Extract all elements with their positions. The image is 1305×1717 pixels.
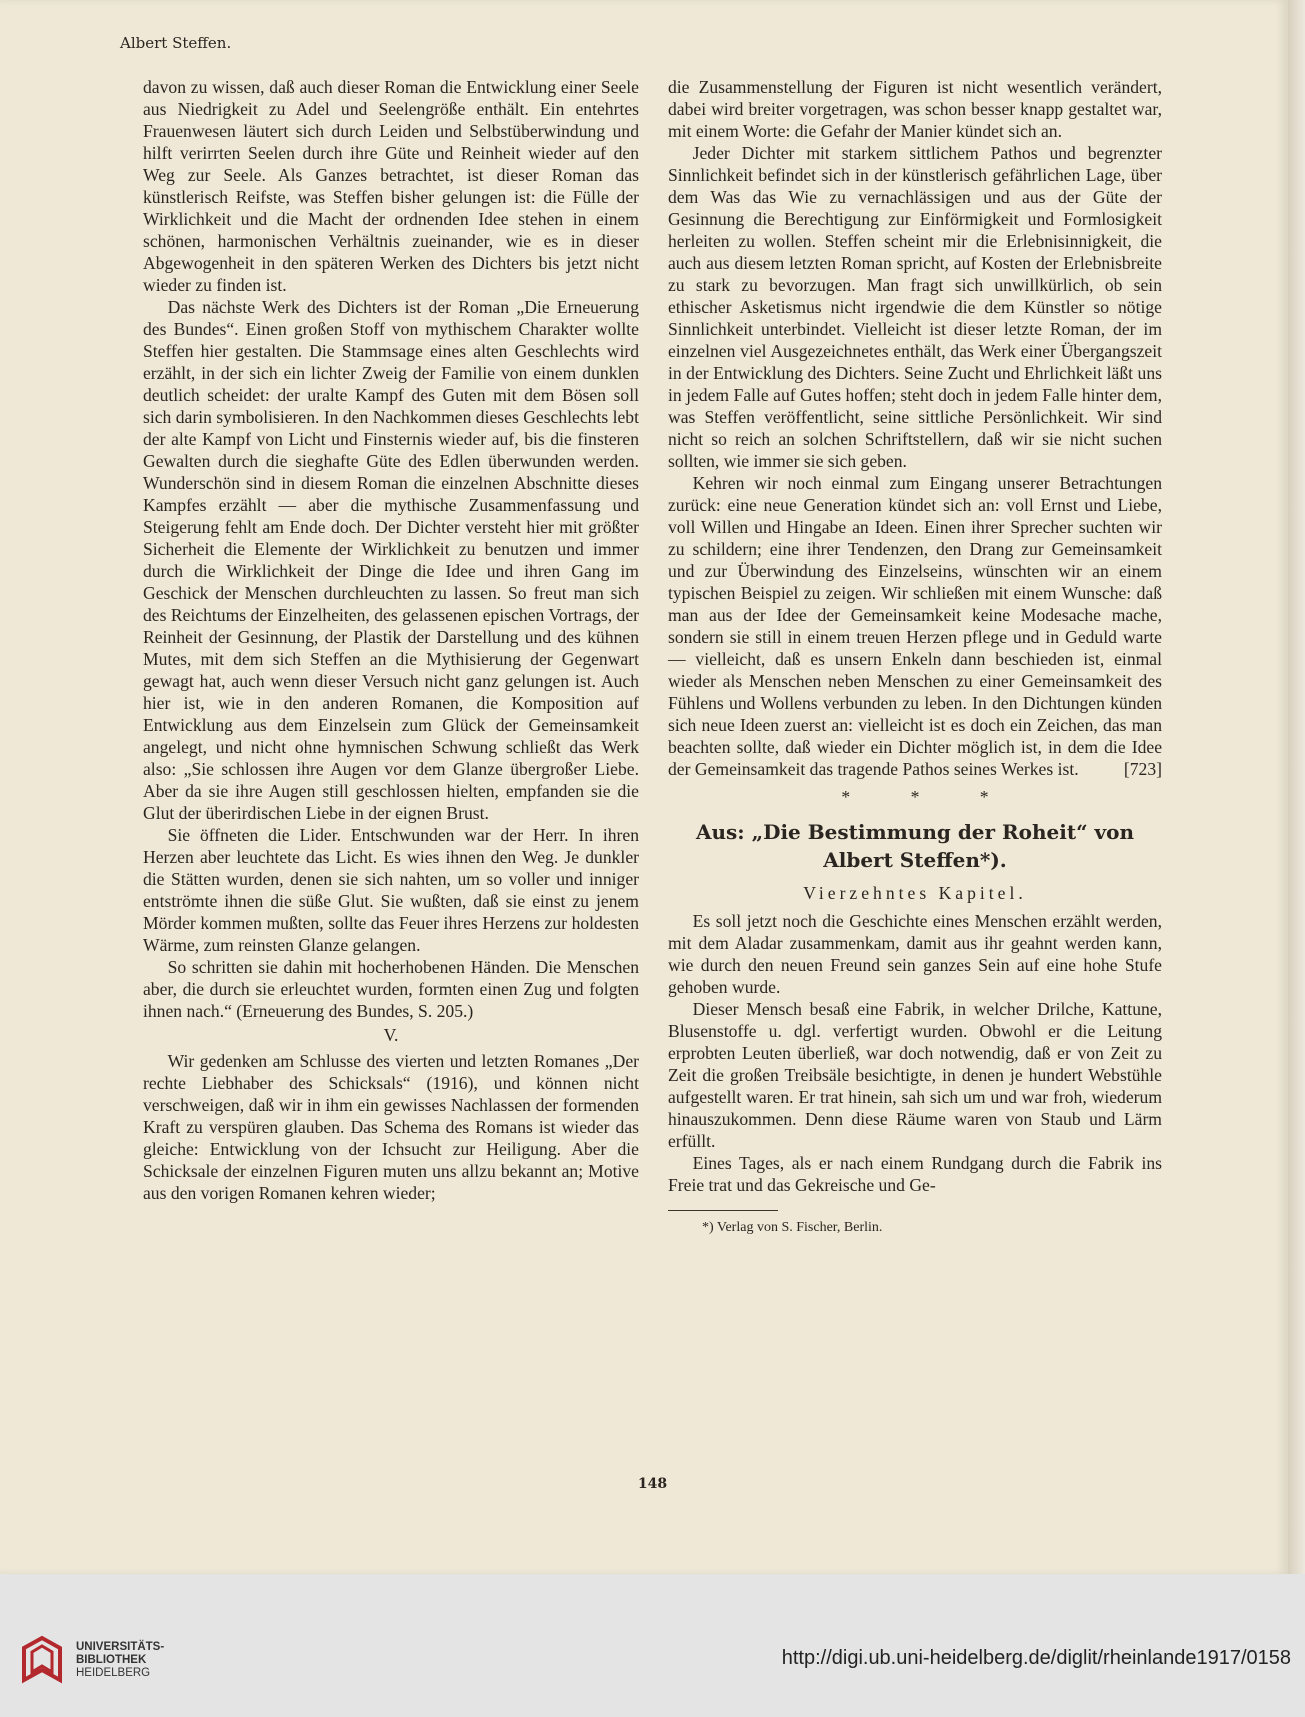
footnote: *) Verlag von S. Fischer, Berlin. (702, 1220, 883, 1235)
right-paragraph-5: Dieser Mensch besaß eine Fabrik, in welcher Drilche, Kattune, Blusenstoffe u. dgl. verfertigt wurden. Obwohl er die Leitung erprobten Leuten überließ, war doch notwendig, daß er von Zeit zu Zeit die großen Treibsäle besichtigte, in denen je hundert Webstühle aufgestellt waren. Er trat hinein, sah sich um und war froh, wiederum hinauszukommen. Denn diese Räume waren von Staub und Lärm erfüllt. (668, 999, 1162, 1151)
right-paragraph-1: die Zusammenstellung der Figuren ist nicht wesentlich verändert, dabei wird breiter vorgetragen, was schon besser knapp gestaltet war, mit einem Worte: die Gefahr der Manier kündet sich an. (668, 77, 1162, 141)
footnote-divider (668, 1210, 778, 1211)
page-number: 148 (637, 1476, 668, 1492)
right-paragraph-4: Es soll jetzt noch die Geschichte eines Menschen erzählt werden, mit dem Aladar zusammenkam, damit aus ihr geahnt werden kann, wie durch den neuen Freund sein ganzes Sein auf eine hohe Stufe gehoben wurde. (668, 911, 1162, 997)
excerpt-heading-line-2: Albert Steffen*). (823, 848, 1007, 872)
section-number: V. (383, 1025, 399, 1045)
section-divider-stars: * * * (841, 787, 1017, 807)
source-url-link[interactable]: http://digi.ub.uni-heidelberg.de/diglit/rheinlande1917/0158 (781, 1647, 1291, 1669)
library-name-line-2: BIBLIOTHEK (76, 1654, 147, 1666)
library-name-line-1: UNIVERSITÄTS- (76, 1641, 165, 1653)
right-paragraph-3 (668, 472, 1162, 780)
excerpt-heading (668, 818, 1162, 874)
library-logo-icon (18, 1634, 66, 1686)
right-paragraph-2: Jeder Dichter mit starkem sittlichem Pathos und begrenzter Sinnlichkeit befindet sich in der künstlerisch gefährlichen Lage, über dem Was das Wie zu vernachlässigen und aus der Güte der Gesinnung die Berechtigung zur Einförmigkeit und Formlosigkeit herleiten zu wollen. Steffen scheint mir die Erlebnisinnigkeit, die auch aus diesem letzten Roman spricht, auf Kosten der Erlebnisbreite zu stark zu bevorzugen. Man fragt sich unwillkürlich, ob sein ethischer Asketismus nicht irgendwie die dem Künstler so nötige Sinnlichkeit unterbindet. Vielleicht ist dieser letzte Roman, der im einzelnen viel Ausgezeichnetes enthält, das Werk einer Übergangszeit in der Entwicklung des Dichters. Seine Zucht und Ehrlichkeit läßt uns in jedem Falle auf Gutes hoffen; steht doch in jedem Falle hinter dem, was Steffen veröffentlicht, seine sittliche Persönlichkeit. Wir sind nicht so reich an solchen Schriftstellern, daß wir sie nicht suchen sollten, wie immer sie sich geben. (668, 143, 1162, 471)
footer-bar (0, 1574, 1305, 1717)
article-number: [723] (1123, 759, 1162, 779)
excerpt-heading-line-1: Aus: „Die Bestimmung der Roheit“ von (695, 820, 1135, 844)
page-edge (1288, 0, 1305, 1574)
left-column (143, 76, 639, 1204)
running-head: Albert Steffen. (120, 34, 232, 52)
right-paragraph-6: Eines Tages, als er nach einem Rundgang durch die Fabrik ins Freie trat und das Gekreische und Ge- (668, 1153, 1162, 1195)
library-name-line-3: HEIDELBERG (76, 1667, 151, 1679)
left-paragraph-4: So schritten sie dahin mit hocherhobenen Händen. Die Menschen aber, die durch sie erleuchtet wurden, formten einen Zug und folgten ihnen nach.“ (Erneuerung des Bundes, S. 205.) (143, 957, 639, 1021)
right-column (668, 76, 1162, 1237)
left-paragraph-1: davon zu wissen, daß auch dieser Roman die Entwicklung einer Seele aus Niedrigkeit zu Adel und Seelengröße enthält. Ein entehrtes Frauenwesen läutert sich durch Leiden und Selbstüberwindung und hilft verirrten Seelen durch ihre Güte und Reinheit wieder auf den Weg zur Seele. Als Ganzes betrachtet, ist dieser Roman das künstlerisch Reifste, was Steffen bisher gelungen ist: die Fülle der Wirklichkeit und die Macht der ordnenden Idee stehen in einem schönen, harmonischen Verhältnis zueinander, wie es in dieser Abgewogenheit in den späteren Werken des Dichters bis jetzt nicht wieder zu finden ist. (143, 77, 639, 295)
library-name (76, 1641, 164, 1680)
left-paragraph-3: Sie öffneten die Lider. Entschwunden war der Herr. In ihren Herzen aber leuchtete das Licht. Es wies ihnen den Weg. Je dunkler die Stätten wurden, denen sie sich nahten, um so voller und inniger entströmte ihnen die süße Glut. Sie wußten, daß sie einst zu jenem Mörder kommen mußten, sollte das Feuer ihres Herzens zur holdesten Wärme, zum reinsten Glanze gelangen. (143, 825, 639, 955)
left-paragraph-5: Wir gedenken am Schlusse des vierten und letzten Romanes „Der rechte Liebhaber des Schicksals“ (1916), und können nicht verschweigen, daß wir in ihm ein gewisses Nachlassen der formenden Kraft zu verspüren glauben. Das Schema des Romans ist wieder das gleiche: Entwicklung von der Ichsucht zur Heiligung. Aber die Schicksale der einzelnen Figuren muten uns allzu bekannt an; Motive aus den vorigen Romanen kehren wieder; (143, 1051, 639, 1203)
left-paragraph-2: Das nächste Werk des Dichters ist der Roman „Die Erneuerung des Bundes“. Einen großen Stoff von mythischem Charakter wollte Steffen hier gestalten. Die Stammsage eines alten Geschlechts wird erzählt, in der sich ein lichter Zweig der Familie von einem dunklen deutlich scheidet: der uralte Kampf des Guten mit dem Bösen soll sich darin symbolisieren. In den Nachkommen dieses Geschlechts lebt der alte Kampf von Licht und Finsternis wieder auf, bis die finsteren Gewalten durch die sieghafte Güte des Edlen überwunden werden. Wunderschön sind in diesem Roman die einzelnen Abschnitte dieses Kampfes erzählt — aber die mythische Zusammenfassung und Steigerung fehlt am Ende doch. Der Dichter versteht hier mit größter Sicherheit die Elemente der Wirklichkeit zu benutzen und immer durch die Wirklichkeit der Dinge die Idee und ihren Gang im Geschick der Menschen durchleuchten zu lassen. So freut man sich des Reichtums der Einzelheiten, des gelassenen epischen Vortrags, der Reinheit der Gesinnung, der Plastik der Darstellung und des kühnen Mutes, mit dem sich Steffen an die Mythisierung der Gegenwart gewagt hat, auch wenn dieser Versuch nicht ganz gelungen ist. Auch hier ist, wie in den anderen Romanen, die Komposition auf Entwicklung aus dem Einzelsein zum Glück der Gemeinsamkeit angelegt, und nicht ohne hymnischen Schwung schließt das Werk also: „Sie schlossen ihre Augen vor dem Glanze übergroßer Liebe. Aber da sie ihre Augen still geschlossen hielten, empfanden sie die Glut der überirdischen Liebe in der eignen Brust. (143, 297, 639, 823)
right-paragraph-3-text: Kehren wir noch einmal zum Eingang unserer Betrachtungen zurück: eine neue Generation kündet sich an: voll Ernst und Liebe, voll Willen und Hingabe an Ideen. Einen ihrer Sprecher suchten wir zu schildern; eine ihrer Tendenzen, den Drang zur Gemeinsamkeit und zur Überwindung des Einzelseins, wünschten wir an einem typischen Beispiel zu zeigen. Wir schließen mit einem Wunsche: daß man aus der Idee der Gemeinsamkeit keine Modesache mache, sondern sie still in einem treuen Herzen pflege und in Geduld warte — vielleicht, daß es unsern Enkeln dann beschieden ist, einmal wieder als Menschen neben Menschen zu einer Gemeinsamkeit des Fühlens und Wollens verbunden zu leben. In den Dichtungen künden sich neue Ideen zuerst an: vielleicht ist es doch ein Zeichen, das man beachten sollte, daß wieder ein Dichter möglich ist, in dem die Idee der Gemeinsamkeit das tragende Pathos seines Werkes ist. (668, 473, 1162, 779)
chapter-title: Vierzehntes Kapitel. (803, 883, 1027, 903)
